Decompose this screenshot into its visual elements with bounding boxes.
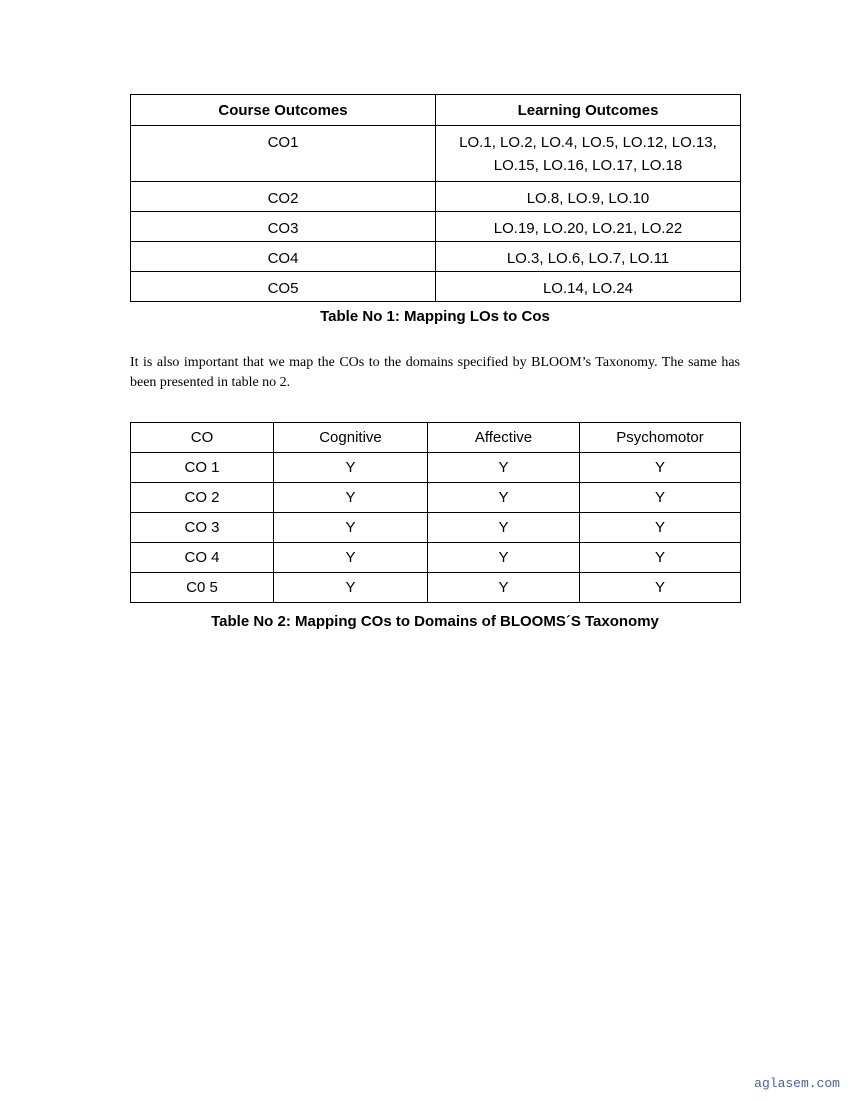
- table-row: [131, 513, 741, 543]
- table-row: [131, 212, 741, 242]
- cognitive-cell: Y: [274, 483, 428, 513]
- psychomotor-cell: Y: [580, 453, 741, 483]
- lo-line: LO.1, LO.2, LO.4, LO.5, LO.12, LO.13,: [459, 134, 717, 151]
- co-lo-mapping-table: [130, 94, 741, 302]
- co-cell: C0 5: [131, 573, 274, 603]
- co-cell: CO4: [131, 242, 436, 272]
- co-cell: CO2: [131, 182, 436, 212]
- table-row: [131, 453, 741, 483]
- affective-cell: Y: [428, 483, 580, 513]
- table-row: [131, 126, 741, 182]
- table-2-caption: Table No 2: Mapping COs to Domains of BLOOMS´S Taxonomy: [211, 613, 659, 630]
- lo-line: LO.15, LO.16, LO.17, LO.18: [493, 157, 683, 174]
- table-1-caption: Table No 1: Mapping LOs to Cos: [320, 308, 550, 325]
- column-header-course-outcomes: Course Outcomes: [131, 95, 436, 126]
- co-cell: CO 2: [131, 483, 274, 513]
- lo-cell: [436, 126, 741, 182]
- co-blooms-domain-table: [130, 422, 741, 603]
- table-header-row: [131, 95, 741, 126]
- lo-cell: LO.19, LO.20, LO.21, LO.22: [436, 212, 741, 242]
- table-row: [131, 182, 741, 212]
- psychomotor-cell: Y: [580, 543, 741, 573]
- watermark-link[interactable]: aglasem.com: [754, 1076, 840, 1091]
- co-cell: CO 3: [131, 513, 274, 543]
- table-row: [131, 573, 741, 603]
- cognitive-cell: Y: [274, 453, 428, 483]
- table-row: [131, 272, 741, 302]
- psychomotor-cell: Y: [580, 573, 741, 603]
- affective-cell: Y: [428, 543, 580, 573]
- column-header-co: CO: [131, 423, 274, 453]
- body-paragraph: It is also important that we map the COs to the domains specified by BLOOM’s Taxonomy. The same has been presented in table no 2.: [130, 355, 740, 390]
- cognitive-cell: Y: [274, 543, 428, 573]
- lo-cell: LO.3, LO.6, LO.7, LO.11: [436, 242, 741, 272]
- table-row: [131, 483, 741, 513]
- lo-cell: LO.8, LO.9, LO.10: [436, 182, 741, 212]
- column-header-learning-outcomes: Learning Outcomes: [436, 95, 741, 126]
- cognitive-cell: Y: [274, 513, 428, 543]
- lo-cell: LO.14, LO.24: [436, 272, 741, 302]
- co-cell: CO3: [131, 212, 436, 242]
- affective-cell: Y: [428, 513, 580, 543]
- co-cell: CO5: [131, 272, 436, 302]
- column-header-affective: Affective: [428, 423, 580, 453]
- affective-cell: Y: [428, 573, 580, 603]
- affective-cell: Y: [428, 453, 580, 483]
- co-cell: CO 4: [131, 543, 274, 573]
- column-header-psychomotor: Psychomotor: [580, 423, 741, 453]
- cognitive-cell: Y: [274, 573, 428, 603]
- table-row: [131, 543, 741, 573]
- psychomotor-cell: Y: [580, 483, 741, 513]
- co-cell: CO 1: [131, 453, 274, 483]
- column-header-cognitive: Cognitive: [274, 423, 428, 453]
- psychomotor-cell: Y: [580, 513, 741, 543]
- table-header-row: [131, 423, 741, 453]
- co-cell: CO1: [131, 126, 436, 182]
- table-row: [131, 242, 741, 272]
